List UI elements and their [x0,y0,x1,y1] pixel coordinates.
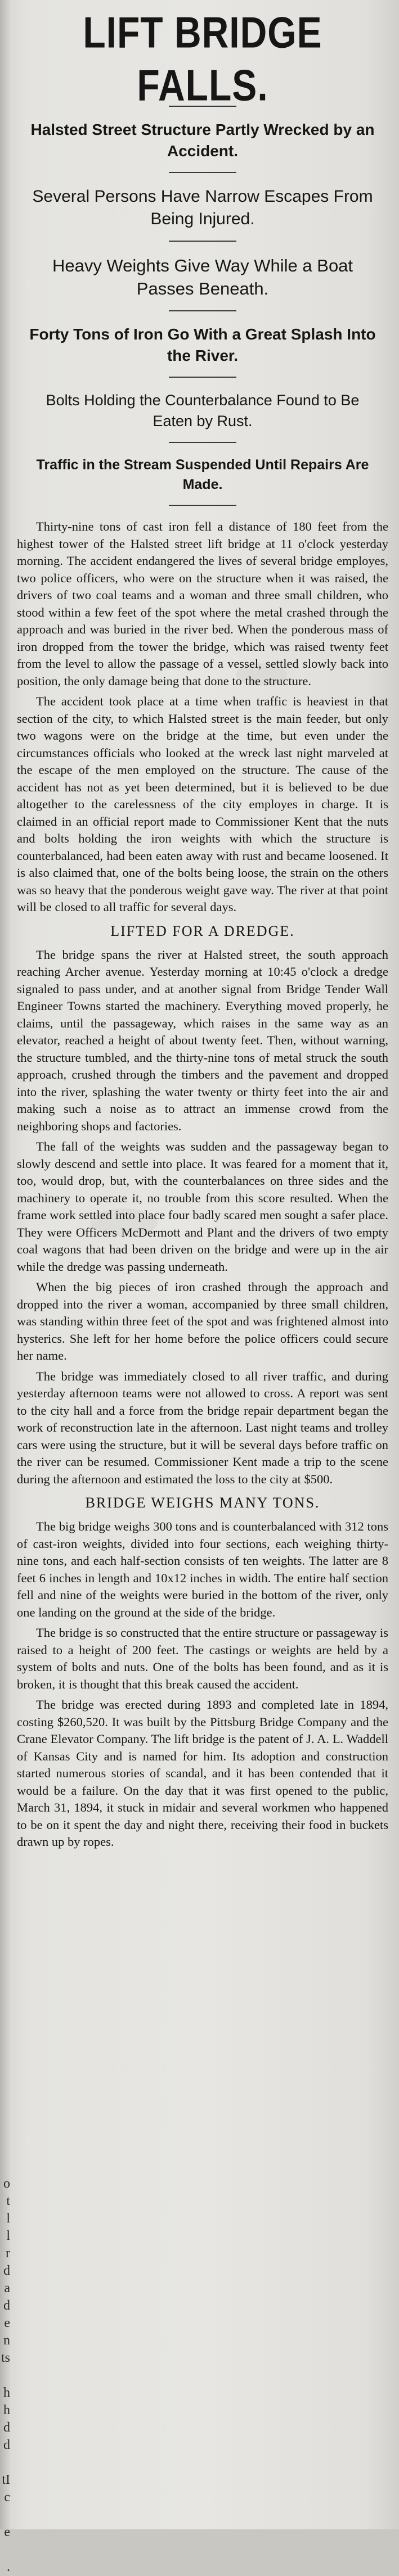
article-headline: LIFT BRIDGE FALLS. [83,7,322,110]
deck-rule [169,442,236,443]
deck-rule [169,310,236,311]
article-body [17,518,388,1851]
deck-headline-6: Traffic in the Stream Suspended Until Repairs Are Made. [36,457,369,492]
adjacent-column-gutter [0,0,10,2574]
deck-headline-1: Halsted Street Structure Partly Wrecked by an Accident. [30,121,375,160]
deck-rule [169,172,236,173]
body-paragraph: Thirty-nine tons of cast iron fell a distance of 180 feet from the highest tower of the Halsted street lift bridge at 11 o'clock yesterday morning. The accident endangered the lives of several bridge employes, two police officers, who were on the structure when it was raised, the drivers of two coal teams and a woman and three small children, who stood within a few feet of the spot where the metal crashed through the approach and was buried in the river bed. When the ponderous mass of iron dropped from the tower the bridge, which was raised twenty feet from the level to allow the passage of a vessel, settled slowly back into position, the only damage being that done to the structure. [17,519,388,688]
section-subhead: BRIDGE WEIGHS MANY TONS. [85,1495,320,1511]
deck-rule [169,505,236,506]
article-column [17,6,388,1854]
body-paragraph: The bridge was erected during 1893 and completed late in 1894, costing $260,520. It was built by the Pittsburg Bridge Company and the Crane Elevator Company. The lift bridge is the patent of J. A. L. Waddell of Kansas City and is named for him. Its adoption and construction started numerous stories of scandal, and it has been contended that it would be a failure. On the day that it was first opened to the public, March 31, 1894, it stuck in midair and several workmen who happened to be on it spent the day and night there, receiving their food in buckets drawn up by ropes. [17,1697,388,1849]
deck-headline-3: Heavy Weights Give Way While a Boat Passes Beneath. [52,256,353,298]
body-paragraph: The bridge is so constructed that the entire structure or passageway is raised to a height of 200 feet. The castings or weights are held by a system of bolts and nuts. One of the bolts has been found, and as it is broken, it is thought that this break caused the accident. [17,1626,388,1691]
deck-headline-5: Bolts Holding the Counterbalance Found to Be Eaten by Rust. [46,392,360,429]
body-paragraph: The accident took place at a time when traffic is heaviest in that section of the city, to which Halsted street is the main feeder, but only two wagons were on the bridge at the time, but even under the circumstances officials who looked at the wreck last night marveled at the escape of the men employed on the structure. The cause of the accident has not as yet been determined, but it is believed to be due altogether to the carelessness of the city employes in charge. It is claimed in an official report made to Commissioner Kent that the nuts and bolts holding the iron weights with which the structure is counterbalanced, had been eaten away with rust and became loosened. It is also claimed that, one of the bolts being loose, the strain on the others was so heavy that the ponderous weight gave way. The river at that point will be closed to all traffic for several days. [17,694,388,914]
body-paragraph: The bridge spans the river at Halsted street, the south approach reaching Archer avenue. Yesterday morning at 10:45 o'clock a dredge signaled to pass under, and at another signal from Bridge Tender Wall Engineer Towns started the machinery. Everything moved properly, he claims, until the passageway, which raises in the same way as an elevator, reached a height of about twenty feet. Then, without warning, the structure tumbled, and the thirty-nine tons of metal struck the south approach, crushed through the timbers and the pavement and dropped into the river, splashing the water twenty or thirty feet into the air and making such a noise as to attract an immense crowd from the neighboring shops and factories. [17,947,388,1133]
deck-headline-4: Forty Tons of Iron Go With a Great Splash Into the River. [29,325,376,364]
body-paragraph: The big bridge weighs 300 tons and is counterbalanced with 312 tons of cast-iron weights, divided into four sections, each weighing thirty-nine tons, and each half-section consists of ten weights. The latter are 8 feet 6 inches in length and 10x12 inches in width. The entire half section fell and nine of the weights were buried in the bottom of the river, only one landing on the ground at the side of the bridge. [17,1519,388,1619]
adjacent-column-fragments: o t l l r d a d e n ts h h d d tI c e . [1,2176,10,2574]
section-subhead: LIFTED FOR A DREDGE. [110,922,295,939]
body-paragraph: The bridge was immediately closed to all river traffic, and during yesterday afternoon teams were not allowed to cross. A report was sent to the city hall and a force from the bridge repair department began the work of reconstruction late in the afternoon. Last night teams and trolley cars were using the structure, but it will be several days before traffic on the river can be resumed. Commissioner Kent made a trip to the scene during the afternoon and estimated the loss to the city at $500. [17,1369,388,1486]
deck-rule [169,377,236,378]
body-paragraph: When the big pieces of iron crashed through the approach and dropped into the river a woman, accompanied by three small children, was standing within three feet of the spot and was frightened almost into hysterics. She left for her home before the police officers could secure her name. [17,1280,388,1362]
deck-headline-2: Several Persons Have Narrow Escapes From Being Injured. [32,187,373,228]
body-paragraph: The fall of the weights was sudden and the passageway began to slowly descend and settle into place. It was feared for a moment that it, too, would drop, but, with the counterbalances on three sides and the machinery to operate it, no trouble from this score resulted. When the frame work settled into place four badly scared men sought a safer place. They were Officers McDermott and Plant and the drivers of two empty coal wagons that had been driven on the bridge and were up in the air while the dredge was passing underneath. [17,1139,388,1274]
deck-rule [169,241,236,242]
